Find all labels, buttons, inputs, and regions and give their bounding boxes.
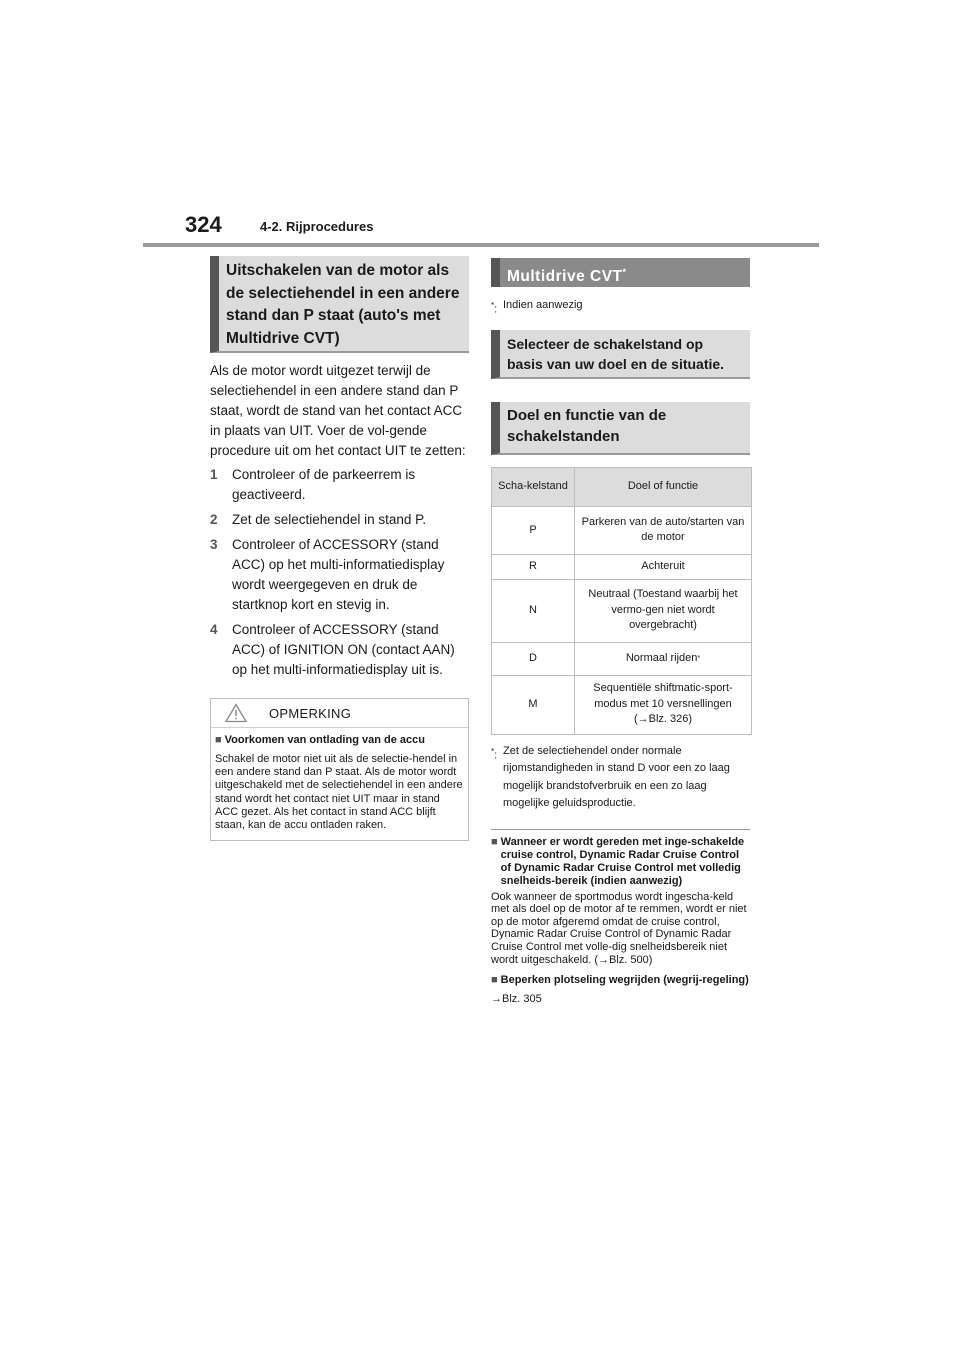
square-bullet-icon: ■ (491, 835, 498, 848)
table-cell-function: Achteruit (641, 559, 685, 572)
note-title: OPMERKING (269, 705, 352, 721)
note-subtitle-text: Voorkomen van ontlading van de accu (224, 734, 425, 746)
multidrive-heading-text: Multidrive CVT (507, 268, 623, 286)
table-row (492, 675, 751, 734)
table-row (492, 579, 751, 642)
square-bullet-icon: ■ (215, 734, 222, 746)
table-row (492, 554, 751, 579)
step-number: 3 (210, 537, 218, 552)
step-text: Controleer of ACCESSORY (stand ACC) of IGNITION ON (contact AAN) op het multi-informatiedisplay uit is. (232, 622, 455, 677)
section-reference: 4-2. Rijprocedures (260, 219, 374, 234)
step-text: Controleer of ACCESSORY (stand ACC) op het multi-informatiedisplay wordt weergegeven en druk de startknop kort en stevig in. (232, 537, 445, 612)
step-number: 2 (210, 512, 218, 527)
square-bullet-icon: ■ (491, 974, 498, 987)
note-header (211, 699, 468, 728)
table-cell-position: N (492, 580, 575, 642)
table-row (492, 642, 751, 675)
table-header-row (492, 468, 751, 506)
note-box (210, 698, 469, 841)
step-number: 4 (210, 622, 218, 637)
section-heading: Uitschakelen van de motor als de selectiehendel in een andere stand dan P staat (auto's met Multidrive CVT) (210, 256, 469, 353)
step-item (210, 535, 469, 615)
availability-footnote (491, 298, 750, 318)
step-item (210, 465, 469, 505)
warning-triangle-icon (225, 703, 247, 723)
header-rule (143, 243, 819, 247)
intro-paragraph: Als de motor wordt uitgezet terwijl de selectiehendel in een andere stand dan P staat, wordt de stand van het contact ACC in plaats van UIT. Voer de vol-gende procedure uit om het contact UIT te zetten: (210, 363, 466, 458)
note-text: Schakel de motor niet uit als de selectie-hendel in een andere stand dan P staat. Als de motor wordt uitgeschakeld met de selectiehendel in een andere stand wordt het contact niet UIT maar in stand ACC gezet. Als het contact in stand ACC blijft staan, kan de accu ontladen raken. (215, 753, 463, 832)
step-item (210, 620, 469, 680)
step-text: Controleer of de parkeerrem is geactiveerd. (232, 467, 416, 502)
info-text-cruise: Ook wanneer de sportmodus wordt ingescha-keld met als doel op de motor af te remmen, wordt er niet op de motor afgeremd omdat de cruise control, Dynamic Radar Cruise Control of Dynamic Radar Cruise Control met volle-dig snelheidsbereik niet wordt uitgeschakeld. (→Blz. 500) (491, 890, 747, 966)
note-subtitle (211, 732, 468, 751)
page-number: 324 (185, 212, 222, 237)
step-list (210, 465, 469, 680)
footnote-marker: *: (491, 301, 498, 316)
left-column (210, 256, 469, 841)
footnote-asterisk: * (491, 301, 495, 310)
footnote-marker: *: (491, 746, 498, 762)
table-cell-position: P (492, 507, 575, 554)
shift-position-table (491, 467, 752, 735)
page-reference-link[interactable]: →Blz. 305 (491, 993, 542, 1006)
table-footnote (491, 743, 750, 813)
footnote-asterisk: * (491, 746, 495, 756)
availability-text: Indien aanwezig (503, 299, 583, 311)
heading-asterisk: * (622, 267, 627, 277)
multidrive-heading (491, 258, 750, 287)
subheading-select: Selecteer de schakelstand op basis van uw doel en de situatie. (491, 330, 750, 379)
table-header-cell: Scha-kelstand (492, 468, 575, 506)
step-number: 1 (210, 467, 218, 482)
subheading-purpose: Doel en functie van de schakelstanden (491, 402, 750, 455)
right-column (491, 258, 750, 1006)
step-text: Zet de selectiehendel in stand P. (232, 512, 427, 527)
table-cell-function: Neutraal (Toestand waarbij het vermo-gen niet wordt overgebracht) (588, 588, 738, 632)
info-heading-text: Beperken plotseling wegrijden (wegrij-regeling) (500, 974, 749, 987)
table-footnote-text: Zet de selectiehendel onder normale rijomstandigheden in stand D voor een zo laag mogelijk brandstofverbruik en een zo laag mogelijke geluidsproductie. (503, 744, 730, 810)
info-heading-cruise (491, 836, 750, 888)
table-cell-function (575, 643, 751, 675)
table-cell-position: R (492, 555, 575, 579)
section-divider (491, 829, 750, 830)
table-cell-function: Sequentiële shiftmatic-sport-modus met 10 versnellingen (→Blz. 326) (593, 682, 733, 726)
table-cell-function-text: Normaal rijden (625, 651, 698, 664)
table-header-cell: Doel of functie (627, 479, 699, 492)
info-heading-launch (491, 974, 750, 987)
info-heading-text: Wanneer er wordt gereden met inge-schakelde cruise control, Dynamic Radar Cruise Control of Dynamic Radar Cruise Control met volledig snelheids-bereik (indien aanwezig) (500, 835, 745, 887)
table-cell-position: D (492, 643, 575, 675)
table-cell-position: M (492, 676, 575, 734)
table-cell-asterisk: * (697, 654, 701, 662)
table-cell-function: Parkeren van de auto/starten van de motor (581, 515, 745, 544)
step-item (210, 510, 469, 530)
table-row (492, 506, 751, 554)
